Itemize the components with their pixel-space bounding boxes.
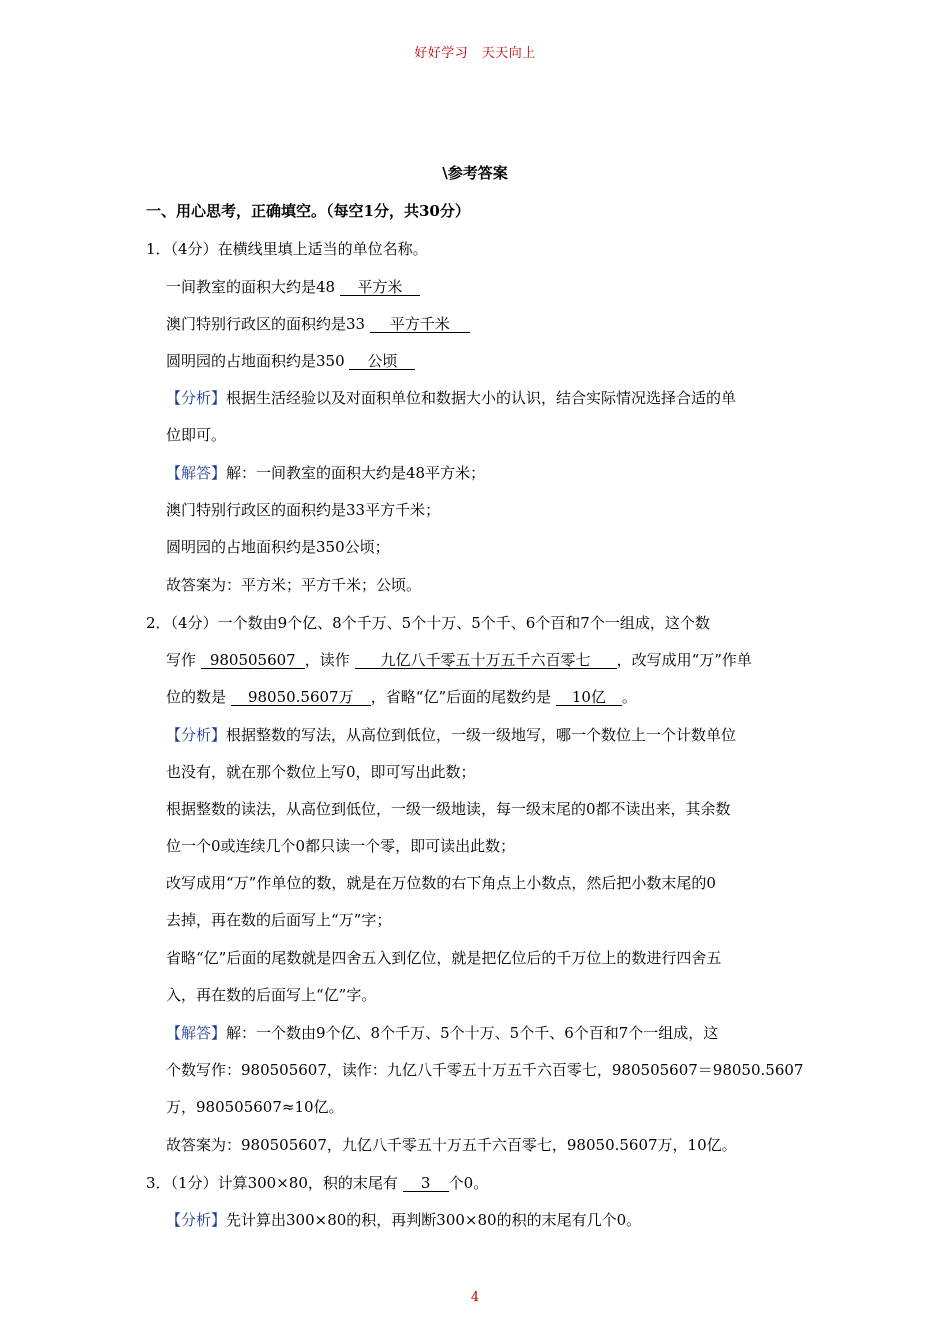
q2-solution-3: 万，980505607≈10亿。 <box>166 1098 344 1116</box>
answer-tag: 【解答】 <box>166 1024 227 1042</box>
q2-number: 2． <box>146 614 171 632</box>
q2-analysis-2: 也没有，就在那个数位上写0，即可写出此数； <box>166 763 476 781</box>
q2-line3: 位的数是 98050.5607万 ，省略“亿”后面的尾数约是 10亿 。 <box>166 688 637 706</box>
q3-analysis: 【分析】先计算出300×80的积，再判断300×80的积的末尾有几个0。 <box>166 1211 642 1229</box>
q3-number: 3． <box>146 1174 171 1192</box>
q2-analysis-5: 改写成用“万”作单位的数，就是在万位数的右下角点上小数点，然后把小数末尾的0 <box>166 874 716 892</box>
analysis-tag: 【分析】 <box>166 726 227 744</box>
q1-analysis: 【分析】根据生活经验以及对面积单位和数据大小的认识，结合实际情况选择合适的单 <box>166 389 737 407</box>
q1-answer-1: 平方米 <box>340 280 420 296</box>
q2-analysis-6: 去掉，再在数的后面写上“万”字； <box>166 911 392 929</box>
q2-stem: 2．（4分）一个数由9个亿、8个千万、5个十万、5个千、6个百和7个一组成，这个数 <box>146 614 710 632</box>
q2-analysis-8: 入，再在数的后面写上“亿”字。 <box>166 986 377 1004</box>
q2-final: 故答案为：980505607，九亿八千零五十万五千六百零七，98050.5607万，10亿。 <box>166 1136 737 1154</box>
page-number: 4 <box>470 1290 480 1305</box>
q1-stem: 1．（4分）在横线里填上适当的单位名称。 <box>146 240 428 258</box>
q3-stem: 3．（1分）计算300×80，积的末尾有 3 个0。 <box>146 1174 489 1192</box>
analysis-tag: 【分析】 <box>166 1211 227 1229</box>
q2-analysis-4: 位一个0或连续几个0都只读一个零，即可读出此数； <box>166 837 516 855</box>
q1-answer-2: 平方千米 <box>370 317 470 333</box>
analysis-tag: 【分析】 <box>166 389 227 407</box>
q2-answer-1: 980505607 <box>201 653 305 669</box>
section-heading: 一、用心思考，正确填空。（每空1分，共30分） <box>146 202 470 220</box>
q1-line3: 圆明园的占地面积约是350 公顷 <box>166 350 415 371</box>
page-title: \参考答案 <box>442 164 508 182</box>
q1-answer-3: 公顷 <box>349 354 415 370</box>
q2-answer-2: 九亿八千零五十万五千六百零七 <box>355 653 617 669</box>
q3-answer-1: 3 <box>403 1176 449 1192</box>
q1-line1: 一间教室的面积大约是48 平方米 <box>166 276 420 297</box>
q2-analysis-3: 根据整数的读法，从高位到低位，一级一级地读，每一级末尾的0都不读出来，其余数 <box>166 800 731 818</box>
answer-tag: 【解答】 <box>166 464 227 482</box>
q1-solution-2: 澳门特别行政区的面积约是33平方千米； <box>166 501 441 519</box>
q1-number: 1． <box>146 240 171 258</box>
q2-line2: 写作 980505607 ，读作 九亿八千零五十万五千六百零七 ，改写成用“万”作单 <box>166 651 752 669</box>
q2-analysis-7: 省略“亿”后面的尾数就是四舍五入到亿位，就是把亿位后的千万位上的数进行四舍五 <box>166 949 722 967</box>
q2-solution-2: 个数写作：980505607，读作：九亿八千零五十万五千六百零七，980505607＝98050.5607 <box>166 1061 804 1079</box>
page-header: 好好学习 天天向上 <box>414 46 536 61</box>
q2-analysis: 【分析】根据整数的写法，从高位到低位，一级一级地写，哪一个数位上一个计数单位 <box>166 726 737 744</box>
q2-solution: 【解答】解：一个数由9个亿、8个千万、5个十万、5个千、6个百和7个一组成，这 <box>166 1024 719 1042</box>
q1-final: 故答案为：平方米；平方千米；公顷。 <box>166 576 422 594</box>
q2-answer-3: 98050.5607万 <box>231 690 371 706</box>
q2-answer-4: 10亿 <box>556 690 622 706</box>
q1-analysis-cont: 位即可。 <box>166 426 227 444</box>
q1-solution-3: 圆明园的占地面积约是350公顷； <box>166 538 390 556</box>
q1-solution: 【解答】解：一间教室的面积大约是48平方米； <box>166 464 486 482</box>
q1-line2: 澳门特别行政区的面积约是33 平方千米 <box>166 313 470 334</box>
